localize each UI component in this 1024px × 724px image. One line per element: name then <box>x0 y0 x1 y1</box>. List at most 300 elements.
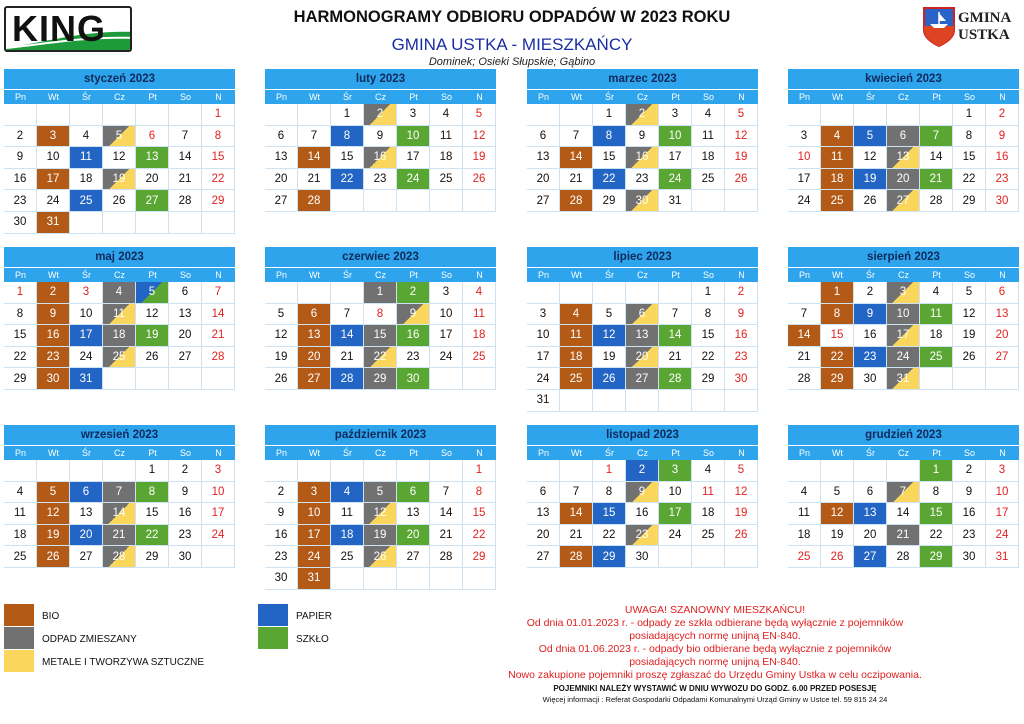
weekday-label: Śr <box>866 270 875 280</box>
day-cell: 10 <box>37 147 70 169</box>
day-cell: 12 <box>725 482 758 504</box>
weekday-label: Cz <box>375 448 386 458</box>
empty-day-cell <box>169 104 202 126</box>
day-cell: 22 <box>4 347 37 369</box>
day-cell: 24 <box>202 525 235 547</box>
day-cell: 12 <box>103 147 136 169</box>
weekday-label: Pn <box>798 92 810 102</box>
weekday-label: N <box>476 448 483 458</box>
weekday-header <box>788 268 1019 282</box>
day-cell: 17 <box>70 325 103 347</box>
weekday-label: Wt <box>48 270 59 280</box>
weekday-label: So <box>440 270 452 280</box>
day-cell: 15 <box>953 147 986 169</box>
day-cell: 24 <box>986 525 1019 547</box>
day-cell: 11 <box>430 126 463 148</box>
day-cell: 7 <box>103 482 136 504</box>
day-cell: 5 <box>725 104 758 126</box>
empty-day-cell <box>920 368 953 390</box>
day-cell: 20 <box>527 169 560 191</box>
day-cell: 6 <box>298 304 331 326</box>
day-cell: 24 <box>527 368 560 390</box>
day-cell: 17 <box>202 503 235 525</box>
weekday-label: Pt <box>671 448 680 458</box>
day-cell: 2 <box>986 104 1019 126</box>
notice-line1: Od dnia 01.01.2023 r. - odpady ze szkła odbierane będą wyłącznie z pojemników posiadających normę unijną EN-840. <box>526 617 904 642</box>
month-title: czerwiec 2023 <box>265 247 496 267</box>
day-cell: 2 <box>364 104 397 126</box>
day-cell: 18 <box>560 347 593 369</box>
empty-day-cell <box>692 546 725 568</box>
weekday-header <box>527 90 758 104</box>
empty-day-cell <box>4 104 37 126</box>
day-cell: 27 <box>298 368 331 390</box>
day-cell: 22 <box>364 347 397 369</box>
day-cell: 13 <box>136 147 169 169</box>
day-cell: 3 <box>527 304 560 326</box>
month-calendar <box>4 425 235 568</box>
day-cell: 10 <box>527 325 560 347</box>
weekday-label: Wt <box>309 448 320 458</box>
month-calendar <box>527 69 758 212</box>
day-cell: 27 <box>136 190 169 212</box>
day-cell: 3 <box>202 460 235 482</box>
day-cell: 8 <box>953 126 986 148</box>
day-cell: 14 <box>920 147 953 169</box>
empty-day-cell <box>103 368 136 390</box>
day-cell: 24 <box>37 190 70 212</box>
day-cell: 19 <box>725 147 758 169</box>
empty-day-cell <box>788 460 821 482</box>
day-cell: 3 <box>788 126 821 148</box>
month-calendar <box>788 69 1019 212</box>
day-cell: 28 <box>169 190 202 212</box>
day-cell: 1 <box>136 460 169 482</box>
weekday-label: Wt <box>832 270 843 280</box>
month-calendar <box>265 425 496 590</box>
day-cell: 20 <box>397 525 430 547</box>
weekday-label: Wt <box>571 448 582 458</box>
day-cell: 27 <box>70 546 103 568</box>
day-cell: 18 <box>430 147 463 169</box>
weekday-label: Pt <box>409 270 418 280</box>
weekday-label: Pt <box>409 448 418 458</box>
day-cell: 15 <box>331 147 364 169</box>
day-cell: 23 <box>725 347 758 369</box>
day-cell: 24 <box>430 347 463 369</box>
day-cell: 14 <box>331 325 364 347</box>
empty-day-cell <box>331 190 364 212</box>
day-cell: 7 <box>560 126 593 148</box>
day-cell: 2 <box>854 282 887 304</box>
weekday-label: N <box>999 448 1006 458</box>
day-cell: 23 <box>169 525 202 547</box>
empty-day-cell <box>397 190 430 212</box>
day-cell: 14 <box>887 503 920 525</box>
day-cell: 30 <box>626 546 659 568</box>
crest-icon <box>922 6 956 48</box>
legend-label-metale: METALE I TWORZYWA SZTUCZNE <box>42 657 205 668</box>
day-cell: 6 <box>265 126 298 148</box>
empty-day-cell <box>725 390 758 412</box>
day-cell: 13 <box>986 304 1019 326</box>
empty-day-cell <box>298 282 331 304</box>
day-cell: 1 <box>331 104 364 126</box>
day-cell: 6 <box>70 482 103 504</box>
day-cell: 4 <box>70 126 103 148</box>
empty-day-cell <box>331 568 364 590</box>
day-cell: 20 <box>986 325 1019 347</box>
day-cell: 20 <box>527 525 560 547</box>
empty-day-cell <box>887 104 920 126</box>
day-cell: 15 <box>4 325 37 347</box>
day-cell: 21 <box>560 169 593 191</box>
day-cell: 17 <box>430 325 463 347</box>
weekday-label: Śr <box>82 92 91 102</box>
day-cell: 16 <box>364 147 397 169</box>
empty-day-cell <box>659 546 692 568</box>
day-cell: 29 <box>202 190 235 212</box>
day-cell: 3 <box>887 282 920 304</box>
day-cell: 30 <box>725 368 758 390</box>
day-cell: 11 <box>692 482 725 504</box>
legend-label-zmieszany: ODPAD ZMIESZANY <box>42 634 137 645</box>
weekday-label: N <box>738 92 745 102</box>
day-cell: 8 <box>136 482 169 504</box>
day-cell: 23 <box>626 169 659 191</box>
empty-day-cell <box>953 368 986 390</box>
day-cell: 9 <box>725 304 758 326</box>
month-calendar <box>527 247 758 412</box>
day-cell: 17 <box>37 169 70 191</box>
day-cell: 3 <box>70 282 103 304</box>
empty-day-cell <box>37 104 70 126</box>
day-cell: 7 <box>560 482 593 504</box>
day-cell: 5 <box>136 282 169 304</box>
weekday-label: Wt <box>309 270 320 280</box>
day-cell: 23 <box>265 546 298 568</box>
day-cell: 16 <box>265 525 298 547</box>
day-cell: 19 <box>593 347 626 369</box>
day-cell: 1 <box>953 104 986 126</box>
day-cell: 8 <box>364 304 397 326</box>
day-cell: 1 <box>364 282 397 304</box>
empty-day-cell <box>692 390 725 412</box>
empty-day-cell <box>136 368 169 390</box>
day-cell: 25 <box>692 525 725 547</box>
day-cell: 29 <box>593 190 626 212</box>
day-cell: 27 <box>626 368 659 390</box>
day-cell: 8 <box>202 126 235 148</box>
day-cell: 19 <box>854 169 887 191</box>
day-cell: 21 <box>920 169 953 191</box>
weekday-label: So <box>963 448 975 458</box>
day-cell: 23 <box>397 347 430 369</box>
day-cell: 15 <box>920 503 953 525</box>
day-cell: 21 <box>887 525 920 547</box>
month-title: kwiecień 2023 <box>788 69 1019 89</box>
day-cell: 28 <box>298 190 331 212</box>
day-cell: 3 <box>298 482 331 504</box>
month-title: maj 2023 <box>4 247 235 267</box>
footer-contact: Więcej informacji : Referat Gospodarki Odpadami Komunalnymi Urząd Gminy w Ustce tel. 59 815 24 24 <box>542 695 888 704</box>
weekday-label: Pt <box>671 270 680 280</box>
month-calendar <box>265 247 496 390</box>
empty-day-cell <box>70 460 103 482</box>
empty-day-cell <box>103 104 136 126</box>
day-cell: 23 <box>37 347 70 369</box>
day-cell: 12 <box>463 126 496 148</box>
day-cell: 8 <box>692 304 725 326</box>
day-cell: 25 <box>920 347 953 369</box>
day-cell: 9 <box>169 482 202 504</box>
day-cell: 14 <box>659 325 692 347</box>
day-cell: 27 <box>854 546 887 568</box>
day-cell: 22 <box>463 525 496 547</box>
empty-day-cell <box>364 568 397 590</box>
notice-title: UWAGA! SZANOWNY MIESZKAŃCU! <box>624 604 806 616</box>
weekday-label: Pn <box>537 270 549 280</box>
day-cell: 16 <box>986 147 1019 169</box>
weekday-label: Pt <box>671 92 680 102</box>
day-cell: 28 <box>560 190 593 212</box>
day-cell: 4 <box>920 282 953 304</box>
weekday-label: Śr <box>605 92 614 102</box>
month-title: październik 2023 <box>265 425 496 445</box>
empty-day-cell <box>560 282 593 304</box>
weekday-header <box>265 446 496 460</box>
day-cell: 11 <box>788 503 821 525</box>
day-cell: 28 <box>560 546 593 568</box>
day-cell: 3 <box>430 282 463 304</box>
day-cell: 6 <box>854 482 887 504</box>
day-cell: 11 <box>331 503 364 525</box>
day-cell: 10 <box>887 304 920 326</box>
weekday-label: So <box>702 92 714 102</box>
weekday-label: Cz <box>898 448 909 458</box>
empty-day-cell <box>854 460 887 482</box>
day-cell: 28 <box>887 546 920 568</box>
weekday-label: So <box>179 270 191 280</box>
weekday-label: Pn <box>798 448 810 458</box>
empty-day-cell <box>854 104 887 126</box>
day-cell: 10 <box>70 304 103 326</box>
day-cell: 2 <box>169 460 202 482</box>
day-cell: 13 <box>397 503 430 525</box>
day-cell: 26 <box>725 169 758 191</box>
gmina-name <box>958 10 1011 44</box>
day-cell: 17 <box>397 147 430 169</box>
day-cell: 8 <box>463 482 496 504</box>
day-cell: 28 <box>920 190 953 212</box>
weekday-label: Pt <box>932 270 941 280</box>
day-cell: 1 <box>463 460 496 482</box>
day-cell: 24 <box>788 190 821 212</box>
legend-swatch-zmieszany <box>4 627 34 649</box>
weekday-label: N <box>215 270 222 280</box>
day-cell: 21 <box>430 525 463 547</box>
day-cell: 14 <box>560 147 593 169</box>
weekday-label: Pt <box>932 448 941 458</box>
day-cell: 28 <box>202 347 235 369</box>
weekday-label: Pt <box>148 270 157 280</box>
weekday-label: N <box>215 448 222 458</box>
day-cell: 21 <box>331 347 364 369</box>
day-cell: 6 <box>527 482 560 504</box>
weekday-label: So <box>179 92 191 102</box>
empty-day-cell <box>821 460 854 482</box>
month-title: listopad 2023 <box>527 425 758 445</box>
day-cell: 17 <box>986 503 1019 525</box>
legend-swatch-metale <box>4 650 34 672</box>
day-cell: 1 <box>202 104 235 126</box>
day-cell: 30 <box>854 368 887 390</box>
day-cell: 11 <box>821 147 854 169</box>
day-cell: 20 <box>854 525 887 547</box>
day-cell: 2 <box>4 126 37 148</box>
day-cell: 26 <box>821 546 854 568</box>
day-cell: 20 <box>887 169 920 191</box>
month-calendar <box>527 425 758 568</box>
day-cell: 9 <box>626 482 659 504</box>
day-cell: 31 <box>37 212 70 234</box>
day-cell: 5 <box>265 304 298 326</box>
day-cell: 23 <box>953 525 986 547</box>
day-cell: 18 <box>920 325 953 347</box>
empty-day-cell <box>70 212 103 234</box>
weekday-label: Śr <box>343 92 352 102</box>
day-cell: 10 <box>298 503 331 525</box>
empty-day-cell <box>4 460 37 482</box>
day-cell: 19 <box>953 325 986 347</box>
day-cell: 18 <box>692 503 725 525</box>
day-cell: 11 <box>692 126 725 148</box>
day-cell: 7 <box>331 304 364 326</box>
day-cell: 25 <box>331 546 364 568</box>
day-cell: 22 <box>920 525 953 547</box>
weekday-label: Pt <box>148 448 157 458</box>
day-cell: 1 <box>593 460 626 482</box>
empty-day-cell <box>397 568 430 590</box>
day-cell: 19 <box>136 325 169 347</box>
day-cell: 24 <box>659 169 692 191</box>
day-cell: 15 <box>692 325 725 347</box>
day-cell: 15 <box>202 147 235 169</box>
weekday-label: Cz <box>114 270 125 280</box>
day-cell: 14 <box>430 503 463 525</box>
day-cell: 10 <box>430 304 463 326</box>
weekday-label: So <box>963 270 975 280</box>
day-cell: 31 <box>659 190 692 212</box>
day-cell: 2 <box>725 282 758 304</box>
empty-day-cell <box>298 104 331 126</box>
day-cell: 22 <box>692 347 725 369</box>
day-cell: 7 <box>788 304 821 326</box>
day-cell: 2 <box>953 460 986 482</box>
day-cell: 29 <box>920 546 953 568</box>
day-cell: 18 <box>788 525 821 547</box>
day-cell: 18 <box>70 169 103 191</box>
day-cell: 19 <box>37 525 70 547</box>
day-cell: 27 <box>169 347 202 369</box>
empty-day-cell <box>887 460 920 482</box>
day-cell: 29 <box>463 546 496 568</box>
day-cell: 13 <box>298 325 331 347</box>
day-cell: 9 <box>854 304 887 326</box>
empty-day-cell <box>265 282 298 304</box>
weekday-label: Pn <box>798 270 810 280</box>
empty-day-cell <box>136 212 169 234</box>
day-cell: 25 <box>788 546 821 568</box>
month-calendar <box>4 247 235 390</box>
gmina-line1: GMINA <box>958 10 1012 26</box>
empty-day-cell <box>659 282 692 304</box>
day-cell: 18 <box>4 525 37 547</box>
month-title: grudzień 2023 <box>788 425 1019 445</box>
weekday-label: Pn <box>537 448 549 458</box>
weekday-label: Cz <box>114 92 125 102</box>
day-cell: 13 <box>527 147 560 169</box>
day-cell: 4 <box>103 282 136 304</box>
day-cell: 12 <box>265 325 298 347</box>
day-cell: 1 <box>920 460 953 482</box>
empty-day-cell <box>37 460 70 482</box>
day-cell: 23 <box>364 169 397 191</box>
day-cell: 18 <box>331 525 364 547</box>
day-cell: 5 <box>37 482 70 504</box>
day-cell: 4 <box>788 482 821 504</box>
notice-line3: Nowo zakupione pojemniki proszę zgłaszać do Urzędu Gminy Ustka w celu oczipowania. <box>508 669 922 681</box>
day-cell: 4 <box>560 304 593 326</box>
weekday-header <box>788 90 1019 104</box>
day-cell: 22 <box>331 169 364 191</box>
day-cell: 25 <box>692 169 725 191</box>
day-cell: 11 <box>103 304 136 326</box>
day-cell: 1 <box>4 282 37 304</box>
day-cell: 11 <box>70 147 103 169</box>
day-cell: 27 <box>527 546 560 568</box>
weekday-header <box>4 446 235 460</box>
day-cell: 19 <box>821 525 854 547</box>
weekday-label: Śr <box>605 448 614 458</box>
weekday-label: Wt <box>571 92 582 102</box>
day-cell: 12 <box>136 304 169 326</box>
day-cell: 25 <box>463 347 496 369</box>
day-cell: 19 <box>103 169 136 191</box>
day-cell: 13 <box>265 147 298 169</box>
notice-box <box>505 604 925 682</box>
weekday-label: Cz <box>375 92 386 102</box>
day-cell: 13 <box>887 147 920 169</box>
weekday-label: Śr <box>866 92 875 102</box>
day-cell: 27 <box>887 190 920 212</box>
empty-day-cell <box>202 368 235 390</box>
empty-day-cell <box>364 190 397 212</box>
gmina-line2: USTKA <box>958 27 1010 43</box>
day-cell: 19 <box>463 147 496 169</box>
empty-day-cell <box>364 460 397 482</box>
weekday-label: Pn <box>537 92 549 102</box>
weekday-header <box>4 90 235 104</box>
day-cell: 22 <box>821 347 854 369</box>
day-cell: 5 <box>593 304 626 326</box>
day-cell: 4 <box>692 460 725 482</box>
day-cell: 18 <box>103 325 136 347</box>
weekday-label: Śr <box>343 270 352 280</box>
day-cell: 11 <box>920 304 953 326</box>
day-cell: 10 <box>986 482 1019 504</box>
empty-day-cell <box>463 190 496 212</box>
